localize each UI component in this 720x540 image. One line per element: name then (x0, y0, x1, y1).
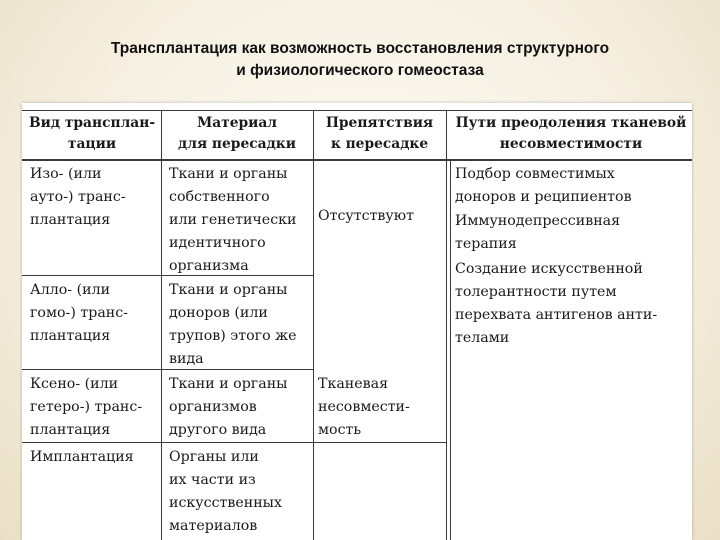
obstacle-incompatibility: Тканевая несовмести- мость (318, 376, 410, 438)
material-xeno: Ткани и органы организмов другого вида (169, 376, 288, 438)
material-allo: Ткани и органы доноров (или трупов) этого же вида (169, 282, 297, 367)
title-line-1: Трансплантация как возможность восстановления структурного (110, 40, 610, 57)
solution-donor-matching: Подбор совместимых доноров и реципиентов (455, 166, 632, 205)
type-iso: Изо- (или ауто-) транс- плантация (30, 166, 126, 228)
transplantation-table (22, 103, 692, 540)
col-line-solutions-inner (450, 161, 451, 540)
page-title (0, 38, 720, 82)
material-implantation: Органы или их части из искусственных материалов (169, 449, 282, 534)
solution-tolerance: Создание искусственной толерантности путем перехвата антигенов анти- телами (455, 261, 658, 346)
material-iso: Ткани и органы собственного или генетически идентичного организма (169, 166, 297, 274)
type-allo: Алло- (или гомо-) транс- плантация (30, 282, 128, 344)
col-line-2 (313, 110, 314, 540)
title-line-2: и физиологического гомеостаза (236, 62, 484, 79)
row-line-3 (22, 442, 446, 443)
col-line-3 (446, 110, 447, 540)
type-implantation: Имплантация (30, 449, 134, 465)
header-solutions: Пути преодоления тканевой несовместимости (455, 115, 687, 152)
table-border-top (22, 110, 692, 111)
type-xeno: Ксено- (или гетеро-) транс- плантация (30, 376, 143, 438)
col-line-1 (161, 110, 162, 540)
header-material: Материал для пересадки (178, 115, 296, 152)
solution-immunosuppression: Иммунодепрессивная терапия (455, 213, 621, 252)
header-obstacles: Препятствия к пересадке (325, 115, 434, 152)
header-bottom-line (22, 159, 692, 161)
obstacle-none: Отсутствуют (318, 208, 414, 224)
header-type: Вид трансплан- тации (28, 115, 156, 152)
